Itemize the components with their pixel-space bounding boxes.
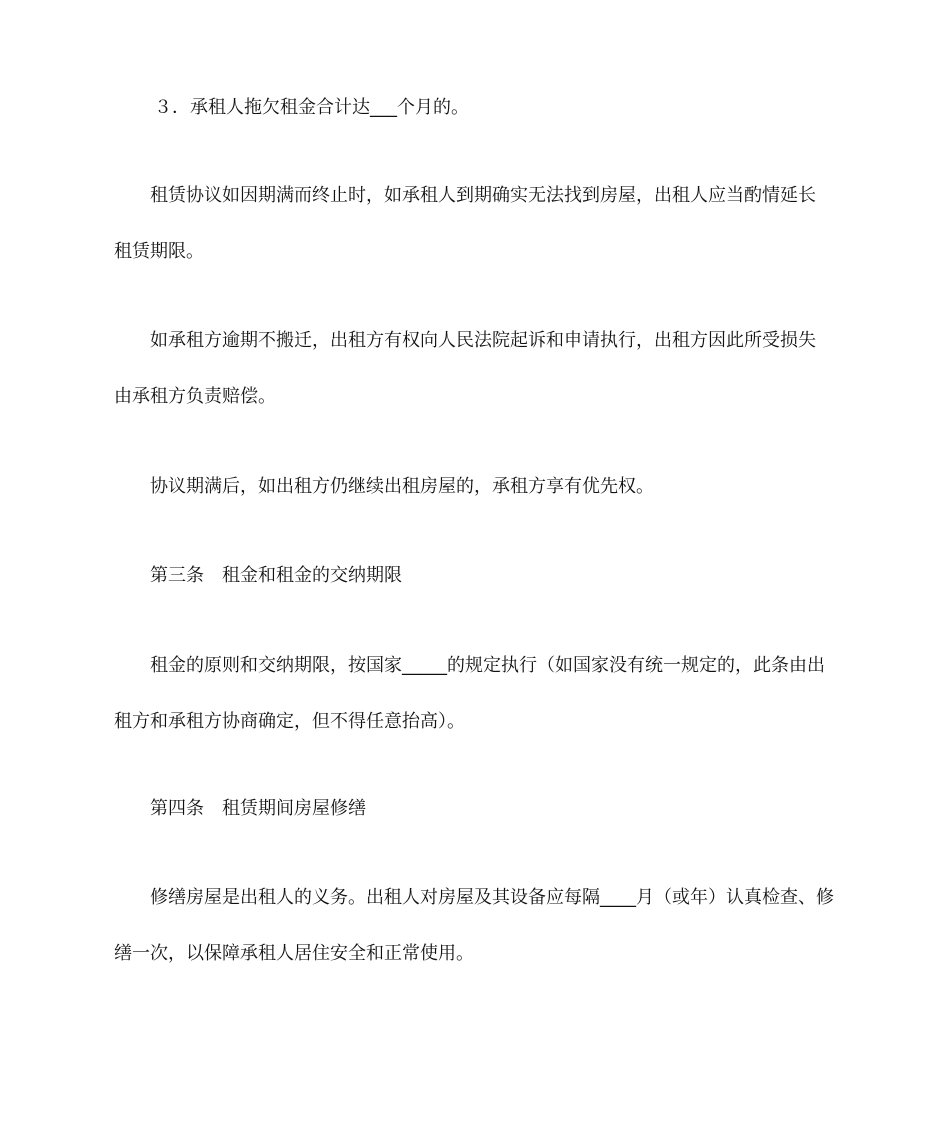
paragraph-repair-line-2: 缮一次，以保障承租人居住安全和正常使用。 — [114, 943, 474, 964]
paragraph-repair-line-1: 修缮房屋是出租人的义务。出租人对房屋及其设备应每隔____月（或年）认真检查、修 — [150, 887, 834, 908]
paragraph-overdue-line-2: 由承租方负责赔偿。 — [114, 386, 276, 407]
article-3-heading: 第三条 租金和租金的交纳期限 — [150, 565, 402, 586]
paragraph-priority: 协议期满后，如出租方仍继续出租房屋的，承租方享有优先权。 — [150, 476, 654, 497]
article-4-heading: 第四条 租赁期间房屋修缮 — [150, 798, 366, 819]
paragraph-rent-line-1: 租金的原则和交纳期限，按国家_____的规定执行（如国家没有统一规定的，此条由出 — [150, 655, 825, 676]
paragraph-expiry-line-2: 租赁期限。 — [114, 241, 204, 262]
paragraph-rent-line-2: 租方和承租方协商确定，但不得任意抬高）。 — [114, 711, 465, 732]
paragraph-overdue-line-1: 如承租方逾期不搬迁，出租方有权向人民法院起诉和申请执行，出租方因此所受损失 — [150, 330, 816, 351]
paragraph-expiry-line-1: 租赁协议如因期满而终止时，如承租人到期确实无法找到房屋，出租人应当酌情延长 — [150, 185, 816, 206]
clause-3-text: ３．承租人拖欠租金合计达___个月的。 — [154, 97, 469, 118]
